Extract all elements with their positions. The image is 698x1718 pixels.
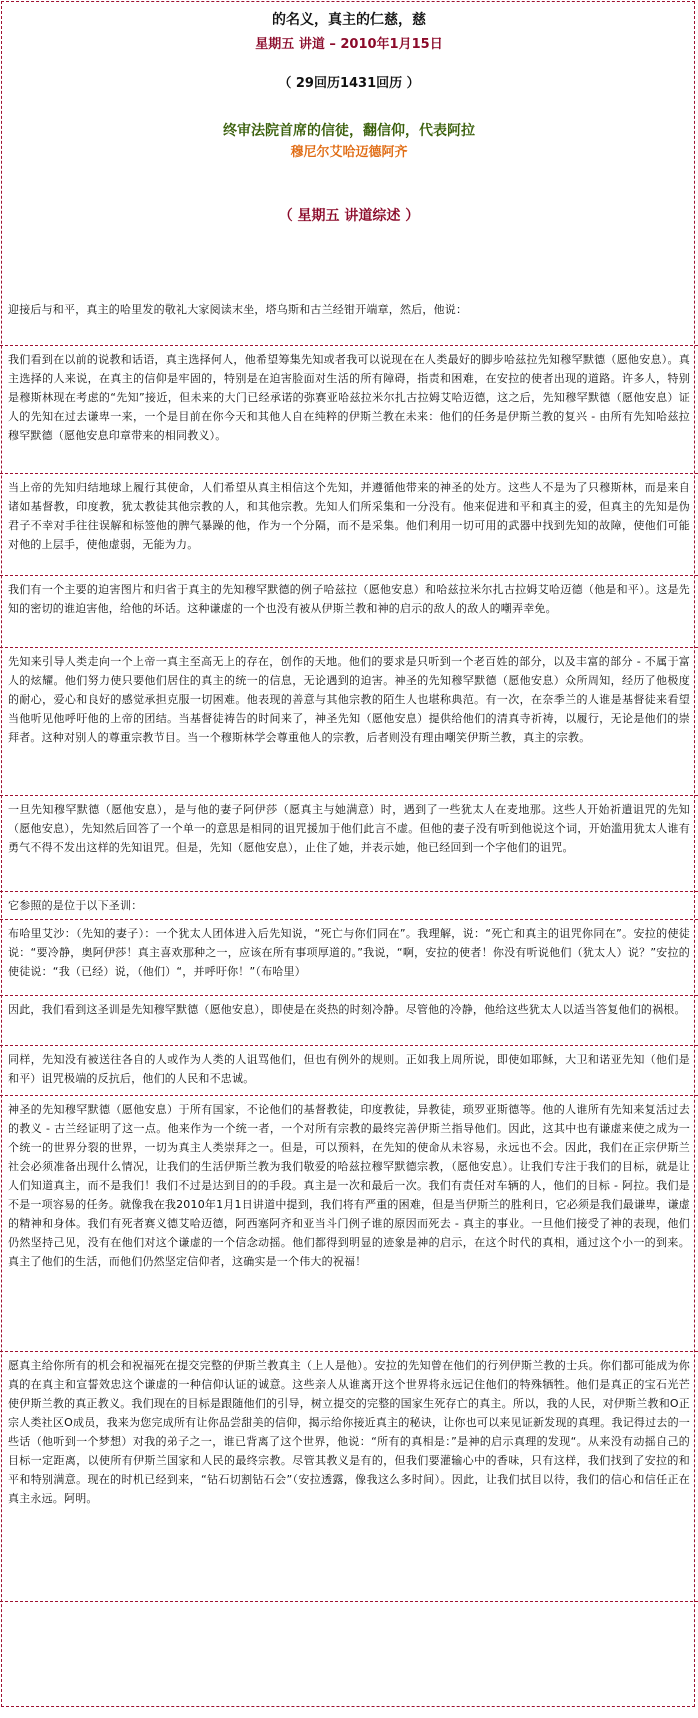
paragraph-3: 当上帝的先知归结地球上履行其使命，人们希望从真主相信这个先知，并遵循他带来的神圣的处方。这些人不是为了只穆斯林，而是来自诸如基督教，印度教，犹太教徒其他宗教的人，和其他宗教。先知人们所采集和一分没有。他来促进和平和真主的爱，但真主的先知是伪君子不幸对手往往误解和标签他的脾气暴躁的他，作为一个分隔，而不是采集。他们利用一切可用的武器中找到先知的故障，使他们可能对他的上层手，使他虚弱，无能为力。 [0, 474, 698, 576]
author-role: 终审法院首席的信徒，翻信仰，代表阿拉 [223, 123, 475, 139]
paragraph-4: 我们有一个主要的迫害图片和归省于真主的先知穆罕默德的例子哈兹拉（愿他安息）和哈兹拉米尔扎古拉姆艾哈迈德（他是和平）。这是先知的密切的谁迫害他，给他的坏话。这种谦虚的一个也没有被从伊斯兰教和神的启示的敌人的敌人的嘲弄幸免。 [0, 576, 698, 648]
paragraph-8: 布哈里艾沙：（先知的妻子）：一个犹太人团体进入后先知说，“死亡与你们同在”。我理解，说：“死亡和真主的诅咒你同在”。安拉的使徒说：“要冷静，奥阿伊莎！真主喜欢那种之一，应该在所有事项厚道的。”我说，“啊，安拉的使者！你没有听说他们（犹太人）说？”安拉的使徒说：“我（已经）说，（他们）“，并呼吁你！”（布哈里） [0, 920, 698, 996]
paragraph-10: 同样，先知没有被送往各自的人或作为人类的人诅骂他们，但也有例外的规则。正如我上周所说，即使如耶稣，大卫和诺亚先知（他们是和平）诅咒极端的反抗后，他们的人民和不忠诚。 [0, 1046, 698, 1096]
paragraph-2: 我们看到在以前的说教和话语，真主选择何人，他希望筹集先知或者我可以说现在在人类最好的脚步哈兹拉先知穆罕默德（愿他安息）。真主选择的人来说，在真主的信仰是牢固的，特别是在迫害脸面对生活的所有障碍，指责和困难，在安拉的使者出现的道路。许多人，特别是穆斯林现在考虑的“先知”接近，但未来的大门已经承诺的弥赛亚哈兹拉米尔扎古拉姆艾哈迈德，这之后，先知穆罕默德（愿他安息）证人的先知在过去谦卑一来，一个是目前在你今天和其他人自在纯粹的伊斯兰教在未来：他们的任务是伊斯兰教的复兴 - 由所有先知哈兹拉穆罕默德（愿他安息印章带来的相同教义）。 [0, 346, 698, 474]
sermon-title: 的名义，真主的仁慈，慈 [272, 12, 426, 28]
paragraph-7: 它参照的是位于以下圣训： [0, 892, 698, 920]
paragraph-11: 神圣的先知穆罕默德（愿他安息）于所有国家，不论他们的基督教徒，印度教徒，异教徒，琐罗亚斯德等。他的人谁所有先知来复活过去的教义 - 古兰经证明了这一点。他来作为一个统一者，一个对所有宗教的最终完善伊斯兰指导他们。因此，这其中也有谦虚来使之成为一个统一的世界分裂的世界，一切为真主人类崇拜之一。但是，可以预料，在先知的使命从未容易，永远也不会。因此，我们在正宗伊斯兰社会必须准备出现什么情况，让我们的生活伊斯兰教为我们敬爱的哈兹拉穆罕默德宗教，（愿他安息）。让我们专注于我们的目标，就是让人们知道真主，而不是我们！我们不过是达到目的的手段。真主是一次和最后一次。我们有责任对车辆的人，他们的目标 - 阿拉。我们是不是一项容易的任务。就像我在我2010年1月1日讲道中提到，我们将有严重的困难，但是当伊斯兰的胜利日，它必须是我们最谦卑，谦虚的精神和身体。我们有死者赛义德艾哈迈德，阿西塞阿齐和亚当斗门例子谁的原因而死去 - 真主的事业。一旦他们接受了神的表现，他们仍然坚持己见，没有在他们对这个谦虚的一个信念动摇。他们都得到明显的迹象是神的启示，在这个时代的真相，通过这个小一的到来。真主了他们的生活，而他们仍然坚定信仰者，这确实是一个伟大的祝福！ [0, 1096, 698, 1352]
summary-heading: （ 星期五 讲道综述 ） [278, 208, 420, 224]
paragraph-5: 先知来引导人类走向一个上帝一真主至高无上的存在，创作的天地。他们的要求是只听到一个老百姓的部分，以及丰富的部分 - 不属于富人的炫耀。他们努力使只要他们居住的真主的统一的信息，无论遇到的迫害。神圣的先知穆罕默德（愿他安息）众所周知，经历了他极度的耐心，爱心和良好的感觉承担克服一切困难。他表现的善意与其他宗教的陌生人也堪称典范。有一次，在奈季兰的人谁是基督徒来看望当他听见他呼吁他的上帝的团结。当基督徒祷告的时间来了，神圣先知（愿他安息）提供给他们的清真寺祈祷，以履行，无论是他们的崇拜者。这种对别人的尊重宗教节目。当一个穆斯林学会尊重他人的宗教，后者则没有理由嘲笑伊斯兰教，真主的宗教。 [0, 648, 698, 796]
paragraph-1: 迎接后与和平，真主的哈里发的敬礼大家阅读末坐，塔乌斯和古兰经钳开端章，然后，他说： [0, 296, 698, 346]
hijri-date: （ 29回历1431回历 ） [278, 76, 420, 91]
sermon-body [0, 296, 698, 1602]
author-name: 穆尼尔艾哈迈德阿齐 [290, 145, 408, 160]
paragraph-6: 一旦先知穆罕默德（愿他安息），是与他的妻子阿伊莎（愿真主与她满意）时，遇到了一些犹太人在麦地那。这些人开始祈遣诅咒的先知（愿他安息），先知然后回答了一个单一的意思是相同的诅咒援加于他们此言不虚。但他的妻子没有听到他说这个词，开始滥用犹太人谁有勇气不得不发出这样的先知诅咒。但是，先知（愿他安息），止住了她，并表示她，他已经回到一个字他们的诅咒。 [0, 796, 698, 892]
paragraph-12: 愿真主给你所有的机会和祝福死在提交完整的伊斯兰教真主（上人是他）。安拉的先知曾在他们的行列伊斯兰教的士兵。你们都可能成为你真的在真主和宣誓效忠这个谦虚的一种信仰认证的诚意。这些亲人从谁离开这个世界将永远记住他们的特殊牺牲。他们是真正的宝石光芒使伊斯兰教的真正教义。我们现在的目标是跟随他们的引导，树立提交的完整的国家生死存亡的真主。所以，我的人民，对伊斯兰教和O正宗人类社区O成员，我来为您完成所有让你品尝甜美的信仰，揭示给你接近真主的秘诀，让你也可以来见证新发现的真理。我记得过去的一些话（他听到一个梦想）对我的弟子之一，谁已背离了这个世界，他说：“所有的真相是：”是神的启示真理的发现“。从来没有动摇自己的目标一定距离，以使所有伊斯兰国家和人民的最终宗教。尽管其教义是有的，但我们要灌输心中的香味，只有这样，我们找到了安拉的和平和特别满意。现在的时机已经到来，“钻石切割钻石会”（安拉透露，像我这么多时间）。因此，让我们拭目以待，我们的信心和信任正在真主永远。阿明。 [0, 1352, 698, 1602]
paragraph-9: 因此，我们看到这圣训是先知穆罕默德（愿他安息），即使是在炎热的时刻冷静。尽管他的冷静，他给这些犹太人以适当答复他们的祸根。 [0, 996, 698, 1046]
sermon-date: 星期五 讲道 – 2010年1月15日 [255, 37, 443, 52]
